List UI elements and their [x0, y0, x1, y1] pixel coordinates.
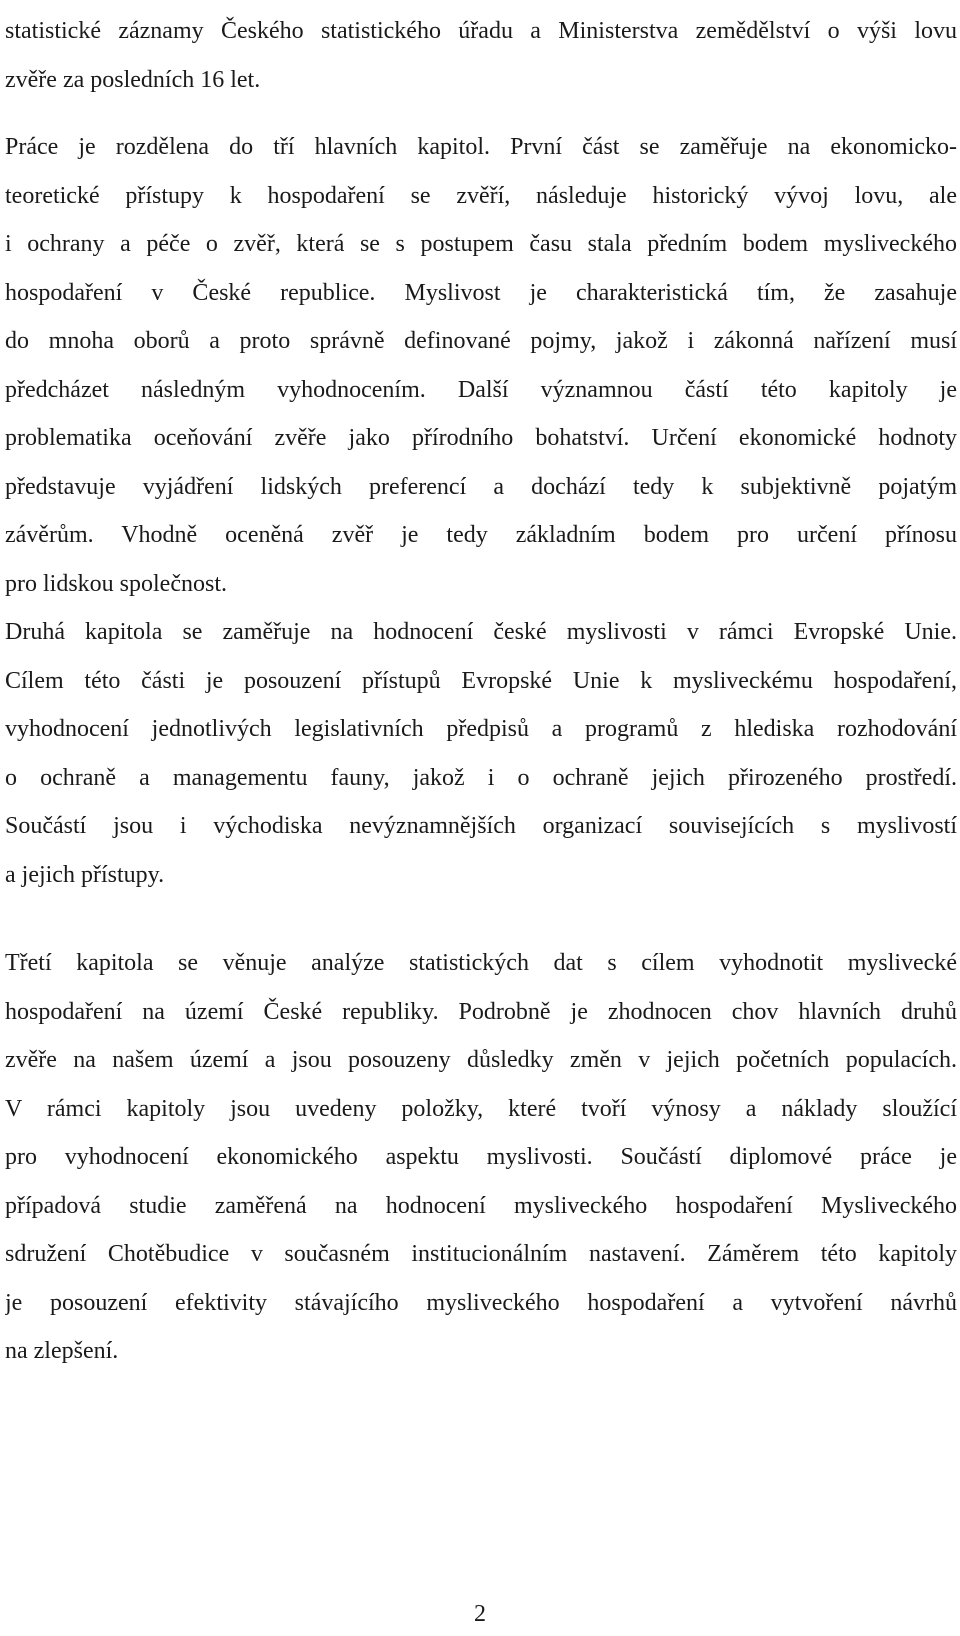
text-line: o ochraně a managementu fauny, jakož i o ochraně jejich přirozeného prostředí. [5, 764, 957, 791]
page-number: 2 [474, 1601, 486, 1627]
text-line: na zlepšení. [5, 1338, 119, 1364]
text-line: hospodaření v České republice. Myslivost je charakteristická tím, že zasahuje [5, 279, 957, 306]
text-line: vyhodnocení jednotlivých legislativních předpisů a programů z hlediska rozhodování [5, 716, 957, 742]
text-line: zvěře na našem území a jsou posouzeny důsledky změn v jejich početních populacích. [5, 1047, 957, 1073]
paragraph-chapter-three [5, 939, 957, 1376]
text-line: je posouzení efektivity stávajícího mysliveckého hospodaření a vytvoření návrhů [5, 1289, 957, 1316]
text-line: i ochrany a péče o zvěř, která se s postupem času stala předním bodem mysliveckého [5, 231, 957, 257]
text-line: do mnoha oborů a proto správně definované pojmy, jakož i zákonná nařízení musí [5, 328, 957, 354]
paragraph-chapter-two [5, 608, 957, 899]
text-line: Třetí kapitola se věnuje analýze statistických dat s cílem vyhodnotit myslivecké [5, 950, 957, 976]
text-line: problematika oceňování zvěře jako přírodního bohatství. Určení ekonomické hodnoty [5, 425, 957, 451]
text-line: Druhá kapitola se zaměřuje na hodnocení české myslivosti v rámci Evropské Unie. [5, 619, 957, 645]
text-line: pro vyhodnocení ekonomického aspektu myslivosti. Součástí diplomové práce je [5, 1144, 957, 1170]
text-line: předcházet následným vyhodnocením. Další významnou částí této kapitoly je [5, 376, 957, 403]
text-line: pro lidskou společnost. [5, 570, 227, 597]
text-line: sdružení Chotěbudice v současném institucionálním nastavení. Záměrem této kapitoly [5, 1241, 957, 1267]
text-line: teoretické přístupy k hospodaření se zvěří, následuje historický vývoj lovu, ale [5, 182, 957, 209]
text-line: zvěře za posledních 16 let. [5, 66, 261, 93]
paragraph-intro [5, 7, 957, 104]
text-line: V rámci kapitoly jsou uvedeny položky, které tvoří výnosy a náklady sloužící [5, 1095, 957, 1122]
text-line: Cílem této části je posouzení přístupů Evropské Unie k mysliveckému hospodaření, [5, 667, 957, 694]
text-line: případová studie zaměřená na hodnocení mysliveckého hospodaření Mysliveckého [5, 1192, 957, 1219]
paragraph-chapters-overview [5, 123, 957, 608]
text-line: hospodaření na území České republiky. Podrobně je zhodnocen chov hlavních druhů [5, 998, 957, 1025]
text-line: a jejich přístupy. [5, 861, 165, 888]
text-line: představuje vyjádření lidských preferencí a dochází tedy k subjektivně pojatým [5, 473, 957, 500]
text-line: závěrům. Vhodně oceněná zvěř je tedy základním bodem pro určení přínosu [5, 522, 957, 548]
text-line: statistické záznamy Českého statistického úřadu a Ministerstva zemědělství o výši lovu [5, 18, 957, 44]
text-line: Práce je rozdělena do tří hlavních kapitol. První část se zaměřuje na ekonomicko- [5, 134, 957, 160]
text-line: Součástí jsou i východiska nevýznamnějších organizací souvisejících s myslivostí [5, 813, 957, 839]
